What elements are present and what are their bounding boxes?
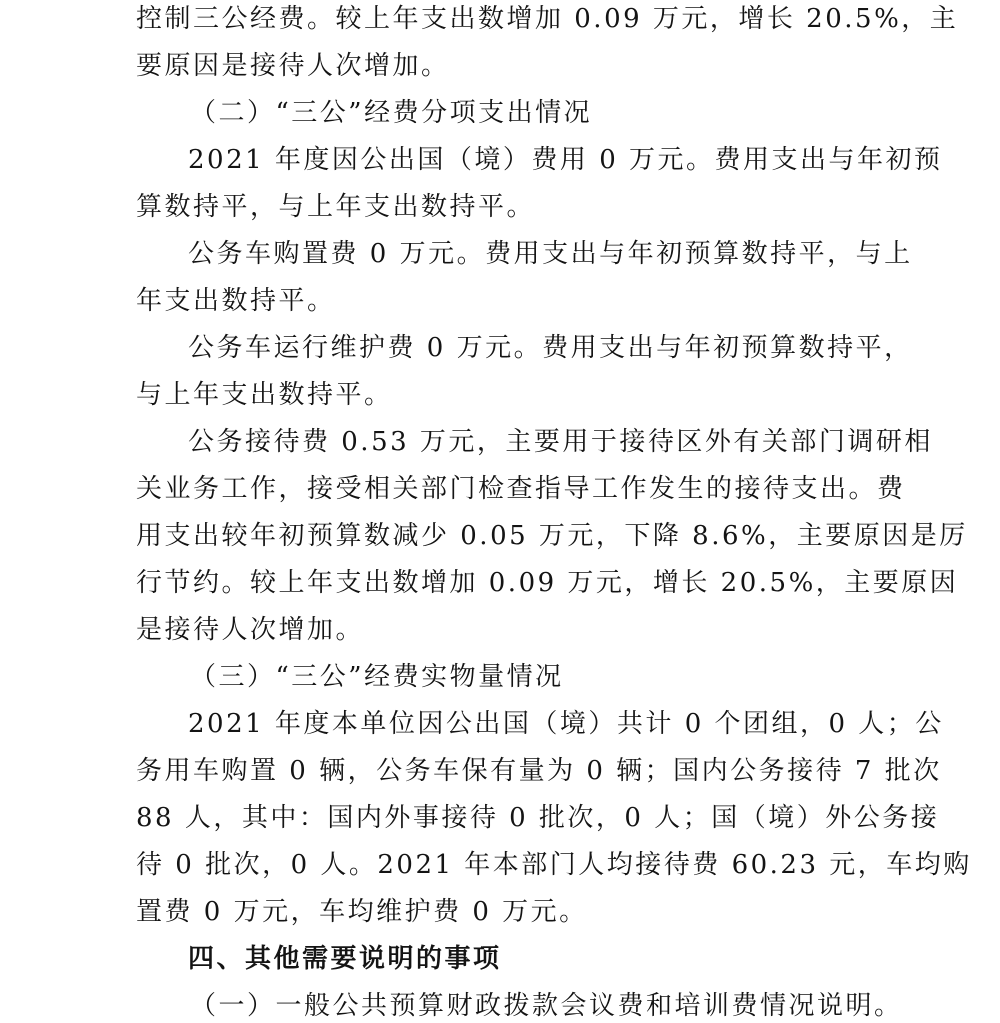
text-line: 年支出数持平。 bbox=[136, 286, 336, 316]
text-line: 务用车购置 0 辆，公务车保有量为 0 辆；国内公务接待 7 批次 bbox=[136, 756, 942, 786]
text-line: 2021 年度因公出国（境）费用 0 万元。费用支出与年初预 bbox=[188, 145, 943, 175]
section-heading-4: 四、其他需要说明的事项 bbox=[188, 944, 502, 974]
subsection-heading-1: （一）一般公共预算财政拨款会议费和培训费情况说明。 bbox=[190, 991, 903, 1021]
text-line: 要原因是接待人次增加。 bbox=[136, 51, 450, 81]
section-heading-3: （三）“三公”经费实物量情况 bbox=[190, 662, 564, 692]
text-line: 公务接待费 0.53 万元，主要用于接待区外有关部门调研相 bbox=[188, 427, 933, 457]
text-line: 与上年支出数持平。 bbox=[136, 380, 393, 410]
section-heading-2: （二）“三公”经费分项支出情况 bbox=[190, 98, 593, 128]
text-line: 算数持平，与上年支出数持平。 bbox=[136, 192, 536, 222]
text-line: 置费 0 万元，车均维护费 0 万元。 bbox=[136, 897, 588, 927]
text-line: 88 人，其中：国内外事接待 0 批次，0 人；国（境）外公务接 bbox=[136, 803, 940, 833]
text-line: 公务车运行维护费 0 万元。费用支出与年初预算数持平， bbox=[188, 333, 913, 363]
text-line: 公务车购置费 0 万元。费用支出与年初预算数持平，与上 bbox=[188, 239, 913, 269]
text-line: 用支出较年初预算数减少 0.05 万元，下降 8.6%，主要原因是厉 bbox=[136, 521, 968, 551]
text-line: 2021 年度本单位因公出国（境）共计 0 个团组，0 人；公 bbox=[188, 709, 944, 739]
text-line: 控制三公经费。较上年支出数增加 0.09 万元，增长 20.5%，主 bbox=[136, 4, 959, 34]
text-line: 是接待人次增加。 bbox=[136, 615, 365, 645]
text-line: 行节约。较上年支出数增加 0.09 万元，增长 20.5%，主要原因 bbox=[136, 568, 959, 598]
text-line: 待 0 批次，0 人。2021 年本部门人均接待费 60.23 元，车均购 bbox=[136, 850, 972, 880]
text-line: 关业务工作，接受相关部门检查指导工作发生的接待支出。费 bbox=[136, 474, 906, 504]
